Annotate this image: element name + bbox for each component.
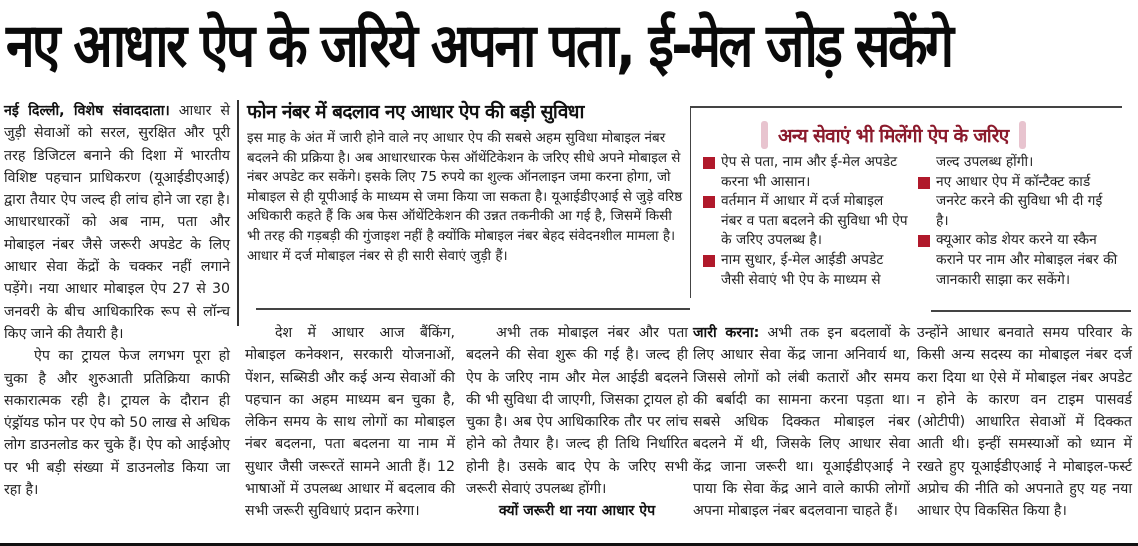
square-bullet-icon (703, 196, 715, 208)
bottom-column-1 (245, 322, 455, 523)
bottom-column-3 (693, 322, 910, 523)
other-services-title-wrap (761, 120, 1026, 150)
bullet-continuation: जल्द उपलब्ध होंगी। (936, 154, 1034, 170)
headline: नए आधार ऐप के जरिये अपना पता, ई-मेल जोड़ सकेंगे (6, 11, 952, 81)
bottom-col3-body (693, 322, 910, 523)
other-box-rule (931, 310, 1131, 312)
square-bullet-icon (918, 177, 930, 189)
bullets-left (703, 153, 908, 290)
bottom-col1-text: देश में आधार आज बैंकिंग, मोबाइल कनेक्शन, सरकारी योजनाओं, पेंशन, सब्सिडी और कई अन्य सेवाओं की पहचान का अहम माध्यम बन चुका है, लेकिन समय के साथ लोगों का मोबाइल नंबर बदलना, पता बदलना या नाम में सुधार जैसी जरूरतें सामने आती हैं। 12 भाषाओं में उपलब्ध आधार में बदलाव की सभी जरूरी सुविधाएं प्रदान करेगा। (245, 325, 455, 520)
bullet-text: नए आधार ऐप में कॉन्टैक्ट कार्ड जनरेट करने की सुविधा भी दी गई है। (936, 173, 1103, 229)
bottom-column-2 (466, 322, 688, 523)
square-bullet-icon (703, 157, 715, 169)
run-in-heading: जारी करना: (693, 325, 760, 341)
left-para-2: ऐप का ट्रायल फेज लगभग पूरा हो चुका है और शुरुआती प्रतिक्रिया काफी सकारात्मक रही है। ट्रायल के दौरान ही एंड्रॉयड फोन पर ऐप को 50 लाख से अधिक लोग डाउनलोड कर चुके हैं। ऐप को आईओए पर भी बड़ी संख्या में डाउनलोड किया जा रहा है। (4, 348, 230, 499)
left-para-1: आधार से जुड़ी सेवाओं को सरल, सुरक्षित और पूरी तरह डिजिटल बनाने की दिशा में भारतीय विशिष्ट पहचान प्राधिकरण (यूआईडीएआई) द्वारा तैयार ऐप जल्द ही लांच होने जा रहा है। आधारधारकों को अब नाम, पता और मोबाइल नंबर जैसे जरूरी अपडेट के लिए आधार सेवा केंद्रों के चक्कर नहीं लगाने पड़ेंगे। नया आधार मोबाइल ऐप 27 से 30 जनवरी के बीच आधिकारिक रूप से लॉन्च किए जाने की तैयारी है। (4, 103, 230, 342)
phone-box-body: इस माह के अंत में जारी होने वाले नए आधार ऐप की सबसे अहम सुविधा मोबाइल नंबर बदलने की प्रक्रिया है। अब आधारधारक फेस ऑथेंटिकेशन के जरिए सीधे अपने मोबाइल से नंबर अपडेट कर सकेंगे। इसके लिए 75 रुपये का शुल्क ऑनलाइन जमा करना होगा, जो मोबाइल से ही यूपीआई के माध्यम से जमा किया जा सकता है। यूआईडीएआई से जुड़े वरिष्ठ अधिकारी कहते हैं कि अब फेस ऑथेंटिकेशन की उन्नत तकनीकी आ गई है, जिसमें किसी भी तरह की गड़बड़ी की गुंजाइश नहीं है क्योंकि मोबाइल नंबर बेहद संवेदनशील मामला है। आधार में दर्ज मोबाइल नंबर से ही सारी सेवाएं जुड़ी हैं। (247, 130, 683, 264)
bottom-col3-text: अभी तक इन बदलावों के लिए आधार सेवा केंद्र जाना अनिवार्य था, जिससे लोगों को लंबी कतारों और समय की बर्बादी का सामना करना पड़ता था। सबसे अधिक दिक्कत मोबाइल नंबर बदलने में थी, जिसके लिए आधार सेवा केंद्र जाना जरूरी था। यूआईडीएआई ने पाया कि सेवा केंद्र आने वाले काफी लोगों अपना मोबाइल नंबर बदलवाना चाहते हैं। (693, 325, 910, 520)
other-services-title: अन्य सेवाएं भी मिलेंगी ऐप के जरिए (778, 125, 1009, 147)
phone-box-rule (256, 308, 690, 310)
left-bracket-decoration (761, 121, 768, 149)
bullets-right (918, 153, 1118, 290)
subheading: क्यों जरूरी था नया आधार ऐप (498, 503, 656, 520)
left-column (4, 100, 230, 501)
right-bracket-decoration (1019, 121, 1026, 149)
other-services-box (690, 106, 1122, 298)
dateline: नई दिल्ली, विशेष संवाददाता। (4, 103, 170, 119)
bullet-item (703, 192, 908, 251)
phone-box-title: फोन नंबर में बदलाव नए आधार ऐप की बड़ी सुविधा (247, 101, 584, 123)
bullet-text: वर्तमान में आधार में दर्ज मोबाइल नंबर व पता बदलने की सुविधा भी ऐप के जरिए उपलब्ध है। (721, 193, 908, 249)
bullet-item (703, 251, 908, 290)
bullet-item (918, 173, 1118, 232)
bottom-col4-text: उन्होंने आधार बनवाते समय परिवार के किसी अन्य सदस्य का मोबाइल नंबर दर्ज करा दिया था ऐसे में मोबाइल नंबर अपडेट न होने के कारण वन टाइम पासवर्ड (ओटीपी) आधारित सेवाओं में दिक्कत आती थी। इन्हीं समस्याओं को ध्यान में रखते हुए यूआईडीएआई ने मोबाइल-फर्स्ट अप्रोच की नीति को अपनाते हुए यह नया आधार ऐप विकसित किया है। (917, 325, 1132, 520)
bullet-item (703, 153, 908, 192)
square-bullet-icon (703, 255, 715, 267)
bottom-col2-text: अभी तक मोबाइल नंबर और पता बदलने की सेवा शुरू की गई है। जल्द ही ऐप के जरिए नाम और मेल आईडी बदलने की भी सुविधा दी जाएगी, जिसका ट्रायल हो चुका है। अब ऐप आधिकारिक तौर पर लांच होने को तैयार है। जल्द ही तिथि निर्धारित होनी है। उसके बाद ऐप के जरिए सभी जरूरी सेवाएं उपलब्ध होंगी। (466, 325, 688, 498)
bullet-item (918, 231, 1118, 290)
column-divider (237, 100, 239, 326)
left-column-body (4, 100, 230, 345)
bullet-text: ऐप से पता, नाम और ई-मेल अपडेट करना भी आसान। (721, 154, 898, 190)
bullet-text: नाम सुधार, ई-मेल आईडी अपडेट जैसी सेवाएं भी ऐप के माध्यम से (721, 251, 884, 288)
bottom-column-4 (917, 322, 1132, 523)
square-bullet-icon (918, 235, 930, 247)
bullet-text: क्यूआर कोड शेयर करने या स्कैन कराने पर नाम और मोबाइल नंबर की जानकारी साझा कर सकेंगे। (936, 232, 1118, 288)
phone-number-box (247, 97, 687, 297)
